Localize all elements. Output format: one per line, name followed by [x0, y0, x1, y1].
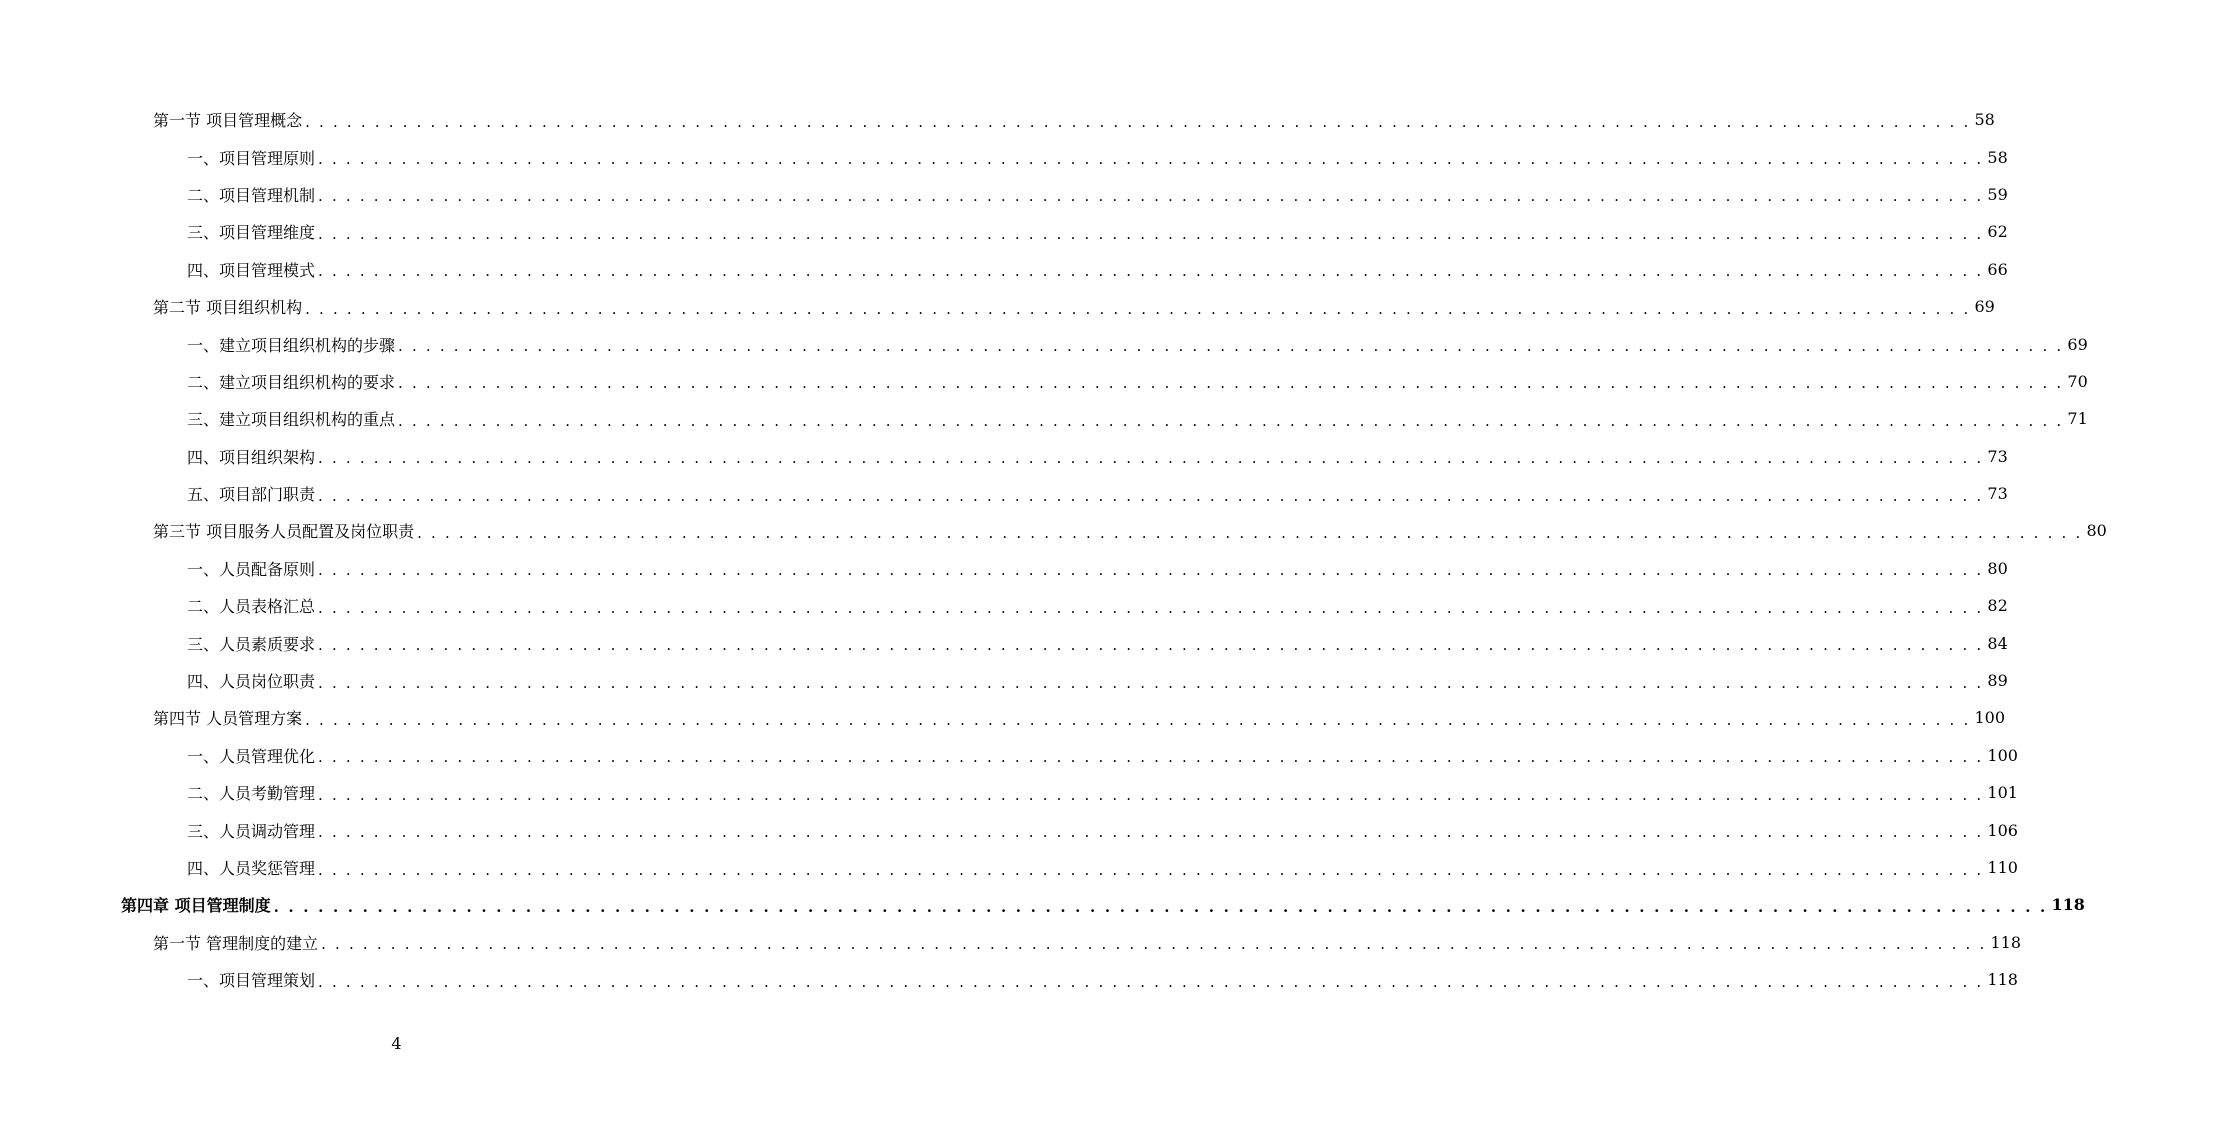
toc-entry-page: 73	[1987, 484, 2008, 504]
toc-entry-page: 118	[2051, 895, 2085, 915]
toc-entry	[0, 213, 2008, 250]
toc-entry-title: 三、项目管理维度	[187, 223, 316, 243]
dot-leader: . . . . . . . . . . . . . . . . . . . . . . . . . . . . . . . . . . . . . . . . . . . . . . . . . . . . . . . . . . . . . . . . . . . . . . . . . . . . . . . . . . . . . . . . . . . . . . . . . . . . . . . . . . . . . . . . . . . . . . . .	[318, 823, 1984, 842]
dot-leader: . . . . . . . . . . . . . . . . . . . . . . . . . . . . . . . . . . . . . . . . . . . . . . . . . . . . . . . . . . . . . . . . . . . . . . . . . . . . . . . . . . . . . . . . . . . . . . . . . . . . . . . . . . . . . . . . . . . . . . . .	[398, 411, 2064, 430]
toc-entry	[0, 924, 2022, 961]
toc-entry-title: 二、人员考勤管理	[187, 784, 316, 804]
toc-entry-page: 84	[1987, 633, 2008, 653]
toc-entry-page: 118	[1990, 932, 2022, 952]
toc-entry	[0, 737, 2018, 774]
dot-leader: . . . . . . . . . . . . . . . . . . . . . . . . . . . . . . . . . . . . . . . . . . . . . . . . . . . . . . . . . . . . . . . . . . . . . . . . . . . . . . . . . . . . . . . . . . . . . . . . . . . . . . . . . . . . . . . . . . . . . . . .	[318, 224, 1984, 243]
toc-entry-title: 第四章 项目管理制度	[121, 896, 271, 916]
toc-entry-title: 二、建立项目组织机构的要求	[187, 372, 396, 392]
toc-entry	[0, 774, 2018, 811]
dot-leader: . . . . . . . . . . . . . . . . . . . . . . . . . . . . . . . . . . . . . . . . . . . . . . . . . . . . . . . . . . . . . . . . . . . . . . . . . . . . . . . . . . . . . . . . . . . . . . . . . . . . . . . . . . . . . . . . . . . . . . . .	[318, 972, 1984, 991]
toc-entry-page: 82	[1987, 596, 2008, 616]
toc-entry-page: 71	[2067, 409, 2088, 429]
toc-entry-title: 第一节 管理制度的建立	[153, 933, 319, 953]
toc-entry-title: 一、项目管理策划	[187, 971, 316, 991]
dot-leader: . . . . . . . . . . . . . . . . . . . . . . . . . . . . . . . . . . . . . . . . . . . . . . . . . . . . . . . . . . . . . . . . . . . . . . . . . . . . . . . . . . . . . . . . . . . . . . . . . . . . . . . . . . . . . . . . . . . . . . . .	[318, 785, 1984, 804]
toc-entry	[0, 811, 2018, 848]
toc-entry	[0, 849, 2018, 886]
toc-entry-title: 四、人员岗位职责	[187, 672, 316, 692]
toc-entry	[0, 438, 2008, 475]
dot-leader: . . . . . . . . . . . . . . . . . . . . . . . . . . . . . . . . . . . . . . . . . . . . . . . . . . . . . . . . . . . . . . . . . . . . . . . . . . . . . . . . . . . . . . . . . . . . . . . . . . . . . . . . . . . . . . . . . . . . . . . .	[318, 636, 1984, 655]
toc-entry-page: 58	[1974, 110, 1995, 130]
toc-entry	[0, 251, 2008, 288]
dot-leader: . . . . . . . . . . . . . . . . . . . . . . . . . . . . . . . . . . . . . . . . . . . . . . . . . . . . . . . . . . . . . . . . . . . . . . . . . . . . . . . . . . . . . . . . . . . . . . . . . . . . . . . . . . . . . . . . . . . . . . . .	[318, 486, 1984, 505]
toc-entry-title: 二、项目管理机制	[187, 185, 316, 205]
toc-entry	[0, 138, 2008, 175]
dot-leader: . . . . . . . . . . . . . . . . . . . . . . . . . . . . . . . . . . . . . . . . . . . . . . . . . . . . . . . . . . . . . . . . . . . . . . . . . . . . . . . . . . . . . . . . . . . . . . . . . . . . . . . . . . . . . . . . . . . . . . . .	[318, 598, 1984, 617]
toc-entry-title: 一、项目管理原则	[187, 148, 316, 168]
toc-entry-title: 四、项目管理模式	[187, 260, 316, 280]
toc-entry	[0, 886, 2085, 923]
toc-entry	[0, 961, 2018, 998]
toc-entry-page: 100	[1974, 708, 2006, 728]
toc-entry-title: 三、人员素质要求	[187, 634, 316, 654]
toc-entry-page: 69	[1974, 297, 1995, 317]
toc-entry-title: 第一节 项目管理概念	[153, 111, 303, 131]
toc-entry-page: 106	[1987, 820, 2018, 840]
toc-entry-page: 59	[1987, 184, 2008, 204]
toc-entry-page: 110	[1987, 858, 2018, 877]
toc-entry	[0, 587, 2008, 624]
toc-entry	[0, 101, 1995, 138]
toc-entry-title: 三、建立项目组织机构的重点	[187, 410, 396, 430]
toc-entry	[0, 325, 2088, 362]
toc-entry-page: 80	[2086, 521, 2107, 541]
dot-leader: . . . . . . . . . . . . . . . . . . . . . . . . . . . . . . . . . . . . . . . . . . . . . . . . . . . . . . . . . . . . . . . . . . . . . . . . . . . . . . . . . . . . . . . . . . . . . . . . . . . . . . . . . . . . . . . . . . . . . . . .	[305, 112, 1971, 131]
toc-entry	[0, 176, 2008, 213]
toc-entry	[0, 400, 2088, 437]
dot-leader: . . . . . . . . . . . . . . . . . . . . . . . . . . . . . . . . . . . . . . . . . . . . . . . . . . . . . . . . . . . . . . . . . . . . . . . . . . . . . . . . . . . . . . . . . . . . . . . . . . . . . . . . . . . . . . . . . . . . . . . .	[318, 187, 1984, 206]
toc-entry	[0, 512, 2107, 549]
toc-entry-page: 118	[1987, 970, 2018, 990]
toc-entry	[0, 288, 1995, 325]
toc-entry-page: 80	[1987, 558, 2008, 578]
dot-leader: . . . . . . . . . . . . . . . . . . . . . . . . . . . . . . . . . . . . . . . . . . . . . . . . . . . . . . . . . . . . . . . . . . . . . . . . . . . . . . . . . . . . . . . . . . . . . . . . . . . . . . . . . . . . . . . . . . . . . . . .	[318, 449, 1984, 468]
toc-entry-page: 89	[1987, 671, 2008, 691]
toc-entry-page: 58	[1987, 147, 2008, 167]
toc-entry-title: 一、人员配备原则	[187, 559, 316, 579]
dot-leader: . . . . . . . . . . . . . . . . . . . . . . . . . . . . . . . . . . . . . . . . . . . . . . . . . . . . . . . . . . . . . . . . . . . . . . . . . . . . . . . . . . . . . . . . . . . . . . . . . . . . . . . . . . . . . . . . . . . . . . . .	[318, 561, 1984, 580]
toc-entry-page: 66	[1987, 259, 2008, 279]
toc-entry-page: 101	[1987, 783, 2018, 803]
toc-entry-title: 第二节 项目组织机构	[153, 298, 303, 318]
dot-leader: . . . . . . . . . . . . . . . . . . . . . . . . . . . . . . . . . . . . . . . . . . . . . . . . . . . . . . . . . . . . . . . . . . . . . . . . . . . . . . . . . . . . . . . . . . . . . . . . . . . . . . . . . . . . . . . . . . . . . . . .	[321, 935, 1987, 954]
toc-entry-page: 73	[1987, 446, 2008, 466]
dot-leader: . . . . . . . . . . . . . . . . . . . . . . . . . . . . . . . . . . . . . . . . . . . . . . . . . . . . . . . . . . . . . . . . . . . . . . . . . . . . . . . . . . . . . . . . . . . . . . . . . . . . . . . . . . . . . . . . . . . . . . . .	[318, 860, 1984, 879]
toc-entry-title: 一、人员管理优化	[187, 746, 316, 766]
toc-entry	[0, 662, 2008, 699]
page-number: 4	[391, 1034, 402, 1053]
dot-leader: . . . . . . . . . . . . . . . . . . . . . . . . . . . . . . . . . . . . . . . . . . . . . . . . . . . . . . . . . . . . . . . . . . . . . . . . . . . . . . . . . . . . . . . . . . . . . . . . . . . . . . . . . . . . . . . . . . . . . . . .	[305, 710, 1971, 729]
toc-entry	[0, 699, 2006, 736]
toc-entry-page: 62	[1987, 222, 2008, 242]
dot-leader: . . . . . . . . . . . . . . . . . . . . . . . . . . . . . . . . . . . . . . . . . . . . . . . . . . . . . . . . . . . . . . . . . . . . . . . . . . . . . . . . . . . . . . . . . . . . . . . . . . . . . . . . . . . . . . . . . . . . . . . .	[318, 748, 1984, 767]
toc-entry-title: 四、人员奖惩管理	[187, 859, 316, 878]
dot-leader: . . . . . . . . . . . . . . . . . . . . . . . . . . . . . . . . . . . . . . . . . . . . . . . . . . . . . . . . . . . . . . . . . . . . . . . . . . . . . . . . . . . . . . . . . . . . . . . . . . . . . . . . . . . . . . . . . . . . . . . .	[305, 299, 1971, 318]
dot-leader: . . . . . . . . . . . . . . . . . . . . . . . . . . . . . . . . . . . . . . . . . . . . . . . . . . . . . . . . . . . . . . . . . . . . . . . . . . . . . . . . . . . . . . . . . . . . . . . . . . . . . . . . . . . . . . . . . . . . . . . .	[398, 337, 2064, 356]
table-of-contents	[0, 101, 2107, 998]
toc-entry-page: 100	[1987, 745, 2018, 765]
toc-entry-title: 第四节 人员管理方案	[153, 709, 303, 729]
toc-entry	[0, 550, 2008, 587]
toc-entry	[0, 363, 2088, 400]
toc-entry-title: 一、建立项目组织机构的步骤	[187, 335, 396, 355]
toc-entry-page: 69	[2067, 334, 2088, 354]
dot-leader: . . . . . . . . . . . . . . . . . . . . . . . . . . . . . . . . . . . . . . . . . . . . . . . . . . . . . . . . . . . . . . . . . . . . . . . . . . . . . . . . . . . . . . . . . . . . . . . . . . . . . . . . . . . . . . . . . . . . . . . .	[398, 374, 2064, 393]
toc-entry-title: 三、人员调动管理	[187, 821, 316, 841]
toc-entry-title: 四、项目组织架构	[187, 447, 316, 467]
toc-entry	[0, 624, 2008, 661]
toc-entry	[0, 475, 2008, 512]
toc-entry-title: 第三节 项目服务人员配置及岗位职责	[153, 522, 415, 542]
dot-leader: . . . . . . . . . . . . . . . . . . . . . . . . . . . . . . . . . . . . . . . . . . . . . . . . . . . . . . . . . . . . . . . . . . . . . . . . . . . . . . . . . . . . . . . . . . . . . . . . . . . . . . . . . . . . . . . . . . . . . . . .	[273, 897, 2048, 916]
toc-entry-page: 70	[2067, 371, 2088, 391]
dot-leader: . . . . . . . . . . . . . . . . . . . . . . . . . . . . . . . . . . . . . . . . . . . . . . . . . . . . . . . . . . . . . . . . . . . . . . . . . . . . . . . . . . . . . . . . . . . . . . . . . . . . . . . . . . . . . . . . . . . . . . . .	[417, 523, 2083, 542]
toc-entry-title: 二、人员表格汇总	[187, 597, 316, 617]
dot-leader: . . . . . . . . . . . . . . . . . . . . . . . . . . . . . . . . . . . . . . . . . . . . . . . . . . . . . . . . . . . . . . . . . . . . . . . . . . . . . . . . . . . . . . . . . . . . . . . . . . . . . . . . . . . . . . . . . . . . . . . .	[318, 673, 1984, 692]
dot-leader: . . . . . . . . . . . . . . . . . . . . . . . . . . . . . . . . . . . . . . . . . . . . . . . . . . . . . . . . . . . . . . . . . . . . . . . . . . . . . . . . . . . . . . . . . . . . . . . . . . . . . . . . . . . . . . . . . . . . . . . .	[318, 150, 1984, 169]
toc-entry-title: 五、项目部门职责	[187, 485, 316, 505]
dot-leader: . . . . . . . . . . . . . . . . . . . . . . . . . . . . . . . . . . . . . . . . . . . . . . . . . . . . . . . . . . . . . . . . . . . . . . . . . . . . . . . . . . . . . . . . . . . . . . . . . . . . . . . . . . . . . . . . . . . . . . . .	[318, 262, 1984, 281]
